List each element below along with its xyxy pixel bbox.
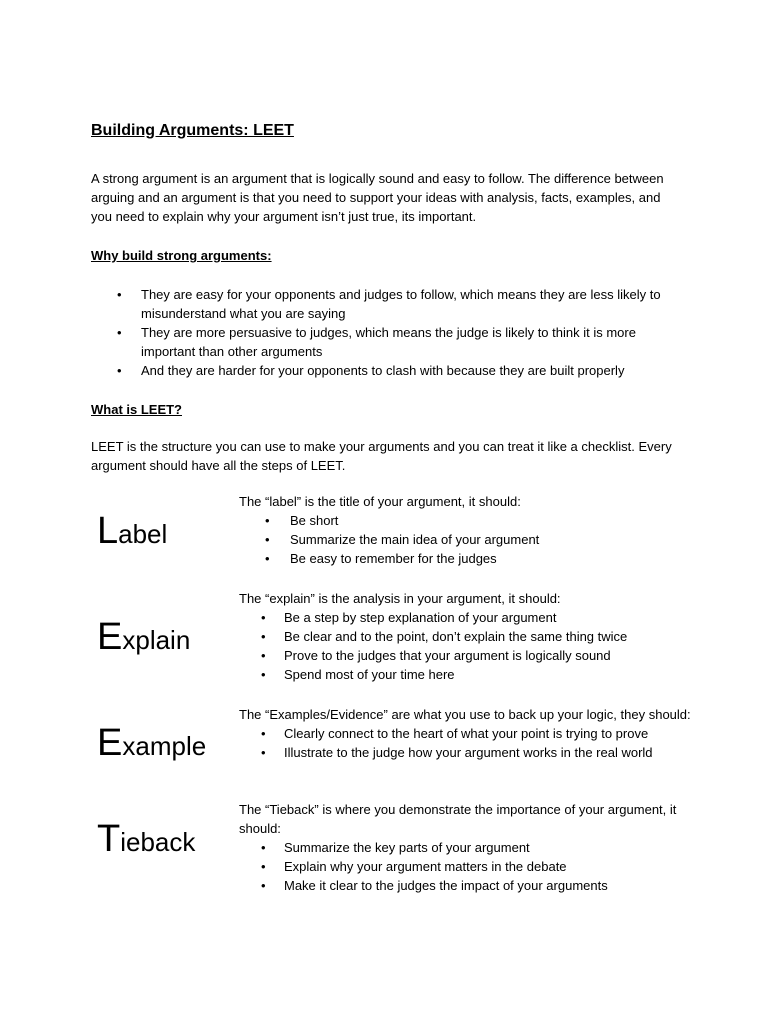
step-initial: L [97, 510, 119, 552]
document-title: Building Arguments: LEET [91, 122, 294, 139]
step-description: The “explain” is the analysis in your argument, it should: [239, 591, 561, 606]
step-description: The “Tieback” is where you demonstrate the importance of your argument, it should: [239, 802, 677, 836]
list-item [239, 530, 699, 549]
step-point-list [239, 511, 699, 568]
bullet-icon: • [265, 513, 270, 528]
list-item [91, 285, 691, 323]
bullet-icon: • [261, 878, 266, 893]
step-word-rest: xample [122, 731, 207, 761]
list-item [239, 608, 699, 627]
step-block-explain [239, 589, 699, 684]
step-word-example [97, 722, 207, 764]
step-block-example [239, 705, 699, 762]
list-item-text: Make it clear to the judges the impact of your arguments [284, 878, 608, 893]
list-item-text: Prove to the judges that your argument is logically sound [284, 648, 611, 663]
list-item-text: Explain why your argument matters in the debate [284, 859, 567, 874]
leet-intro-paragraph: LEET is the structure you can use to make your arguments and you can treat it like a checklist. Every argument should have all the steps of LEET. [91, 439, 672, 473]
step-word-rest: abel [118, 519, 168, 549]
why-heading: Why build strong arguments: [91, 248, 272, 263]
step-initial: T [97, 818, 121, 860]
list-item [239, 665, 699, 684]
list-item-text: Be easy to remember for the judges [290, 551, 497, 566]
list-item-text: Summarize the main idea of your argument [290, 532, 540, 547]
step-initial: E [97, 616, 123, 658]
step-word-rest: xplain [122, 625, 191, 655]
list-item [239, 627, 699, 646]
list-item-text: Be a step by step explanation of your argument [284, 610, 557, 625]
list-item-text: Be short [290, 513, 339, 528]
step-word-rest: ieback [120, 827, 196, 857]
intro-paragraph: A strong argument is an argument that is logically sound and easy to follow. The difference between arguing and an argument is that you need to support your ideas with analysis, facts, examples, and you need to explain why your argument isn’t just true, its important. [91, 171, 664, 224]
bullet-icon: • [117, 325, 122, 340]
step-point-list [239, 724, 699, 762]
list-item-text: They are easy for your opponents and judges to follow, which means they are less likely to misunderstand what you are saying [141, 287, 661, 321]
step-word-tieback [97, 818, 196, 860]
bullet-icon: • [261, 745, 266, 760]
list-item [239, 876, 699, 895]
list-item [239, 857, 699, 876]
list-item-text: Clearly connect to the heart of what your point is trying to prove [284, 726, 649, 741]
bullet-icon: • [117, 287, 122, 302]
list-item-text: Summarize the key parts of your argument [284, 840, 530, 855]
bullet-icon: • [261, 840, 266, 855]
step-description: The “label” is the title of your argument, it should: [239, 494, 521, 509]
bullet-icon: • [265, 551, 270, 566]
step-point-list [239, 608, 699, 684]
step-description: The “Examples/Evidence” are what you use to back up your logic, they should: [239, 707, 691, 722]
step-block-label [239, 492, 699, 568]
step-word-explain [97, 616, 191, 658]
bullet-icon: • [117, 363, 122, 378]
bullet-icon: • [261, 610, 266, 625]
list-item [239, 724, 699, 743]
list-item-text: Be clear and to the point, don’t explain the same thing twice [284, 629, 628, 644]
list-item [91, 323, 691, 361]
step-point-list [239, 838, 699, 895]
bullet-icon: • [261, 859, 266, 874]
bullet-icon: • [261, 648, 266, 663]
list-item-text: And they are harder for your opponents to clash with because they are built properly [141, 363, 625, 378]
list-item [239, 646, 699, 665]
step-block-tieback [239, 800, 699, 895]
what-heading: What is LEET? [91, 402, 182, 417]
list-item [239, 743, 699, 762]
bullet-icon: • [261, 667, 266, 682]
bullet-icon: • [261, 726, 266, 741]
list-item [239, 511, 699, 530]
list-item-text: Spend most of your time here [284, 667, 455, 682]
bullet-icon: • [265, 532, 270, 547]
list-item [239, 838, 699, 857]
list-item [91, 361, 691, 380]
list-item-text: Illustrate to the judge how your argument works in the real world [284, 745, 653, 760]
step-initial: E [97, 722, 123, 764]
step-word-label [97, 510, 168, 552]
why-bullet-list [91, 285, 691, 380]
list-item [239, 549, 699, 568]
bullet-icon: • [261, 629, 266, 644]
list-item-text: They are more persuasive to judges, which means the judge is likely to think it is more important than other arguments [141, 325, 636, 359]
